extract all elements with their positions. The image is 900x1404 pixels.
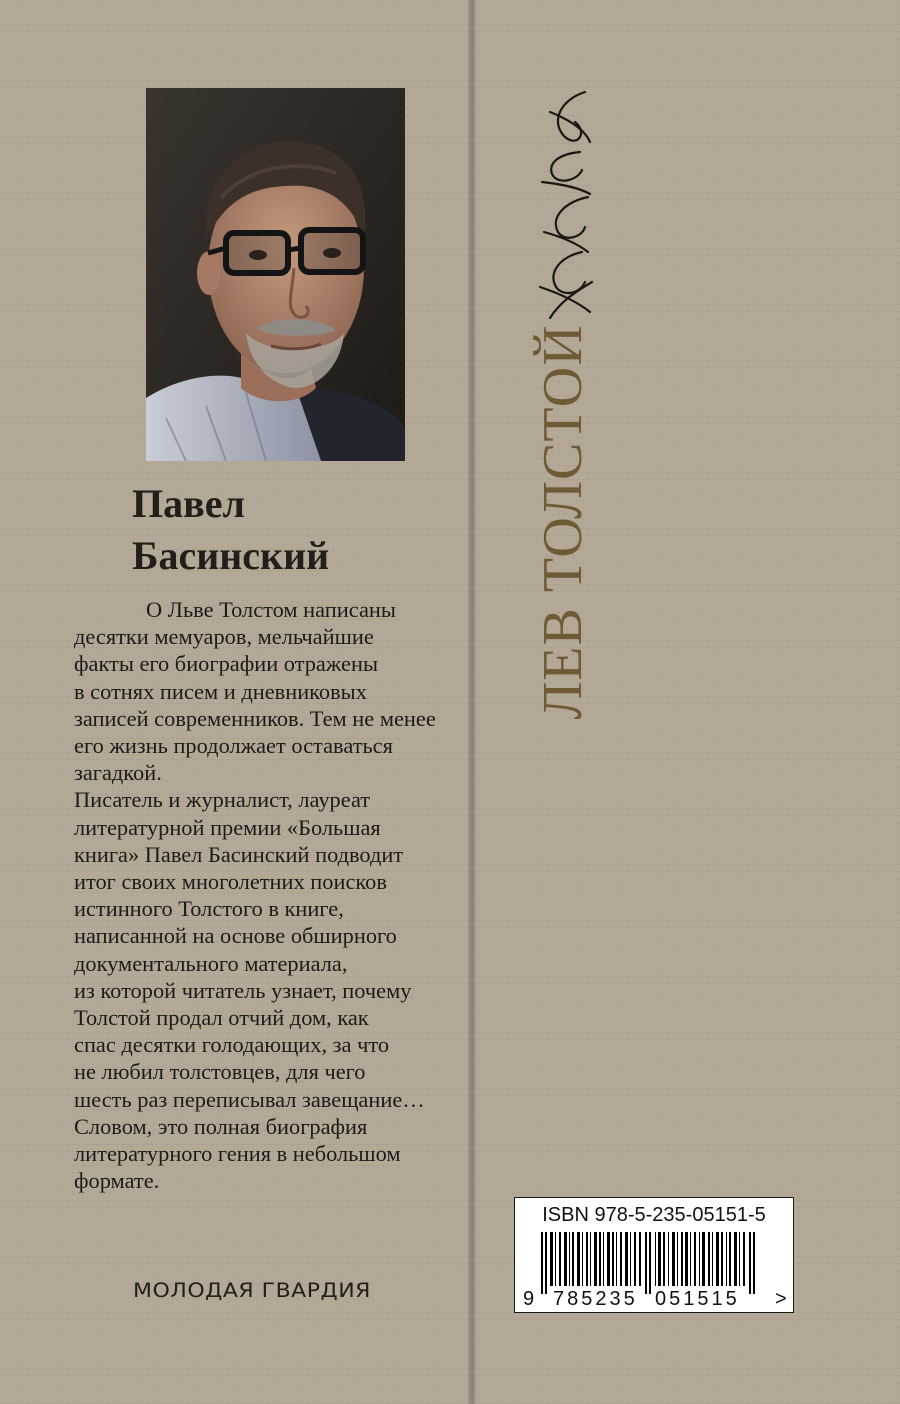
blurb-line: О Льве Толстом написаны <box>146 597 396 622</box>
blurb-line: книга» Павел Басинский подводит <box>74 841 404 867</box>
blurb-line: литературной премии «Большая <box>74 814 381 840</box>
isbn-digit-first: 9 <box>523 1288 535 1310</box>
tolstoy-signature <box>530 82 600 322</box>
isbn-digits <box>515 1288 793 1312</box>
blurb-paragraph-1 <box>74 596 474 786</box>
barcode-bars <box>515 1232 793 1294</box>
blurb-text <box>74 596 474 1194</box>
blurb-line: итог своих многолетних поисков <box>74 869 387 895</box>
spine-title: ЛЕВ ТОЛСТОЙ <box>532 324 594 720</box>
isbn-barcode <box>514 1197 794 1313</box>
blurb-line: формате. <box>74 1168 160 1194</box>
blurb-line: спас десятки голодающих, за что <box>74 1032 390 1058</box>
author-photo <box>146 88 405 461</box>
blurb-line: Писатель и журналист, лауреат <box>74 787 371 813</box>
isbn-label: ISBN 978-5-235-05151-5 <box>542 1204 766 1226</box>
blurb-line: загадкой. <box>74 760 162 786</box>
blurb-line: написанной на основе обширного <box>74 923 397 949</box>
blurb-line: его жизнь продолжает оставаться <box>74 733 393 759</box>
isbn-digit-group-left: 785235 <box>553 1288 638 1310</box>
blurb-line: истинного Толстого в книге, <box>74 896 344 922</box>
blurb-line: литературного гения в небольшом <box>74 1141 401 1167</box>
blurb-line: записей современников. Тем не менее <box>74 705 436 731</box>
author-first-name: Павел <box>132 481 245 526</box>
blurb-line: документального материала, <box>74 950 348 976</box>
author-last-name: Басинский <box>132 533 330 578</box>
blurb-line: факты его биографии отражены <box>74 651 379 677</box>
publisher-logo: МОЛОДАЯ ГВАРДИЯ <box>133 1280 371 1303</box>
blurb-line: Толстой продал отчий дом, как <box>74 1005 369 1031</box>
isbn-digit-group-right: 051515 <box>655 1288 740 1310</box>
author-name <box>132 478 452 582</box>
blurb-line: шесть раз переписывал завещание… <box>74 1086 425 1112</box>
blurb-line: не любил толстовцев, для чего <box>74 1059 366 1085</box>
blurb-line: десятки мемуаров, мельчайшие <box>74 624 374 650</box>
author-portrait-illustration <box>146 88 405 461</box>
blurb-line: Словом, это полная биография <box>74 1113 368 1139</box>
blurb-line: из которой читатель узнает, почему <box>74 977 412 1003</box>
blurb-paragraph-2 <box>74 786 474 1194</box>
blurb-line: в сотнях писем и дневниковых <box>74 678 367 704</box>
isbn-quiet-marker: > <box>775 1288 787 1310</box>
